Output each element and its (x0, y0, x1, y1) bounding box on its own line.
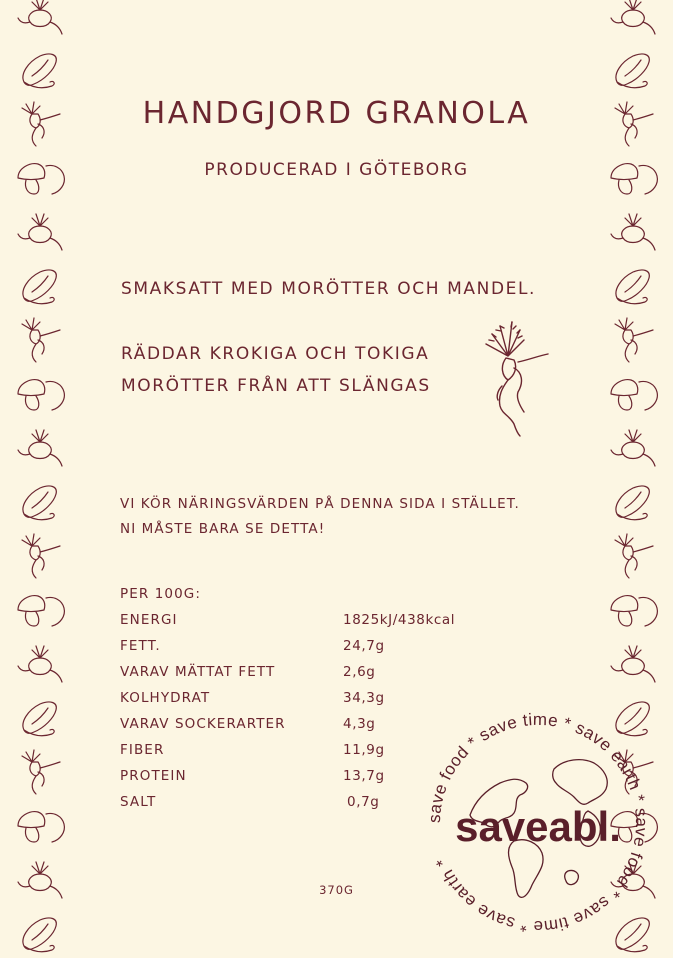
nutrient-label: VARAV SOCKERARTER (120, 716, 286, 732)
radish-icon (10, 0, 70, 40)
sweet-potato-icon (603, 478, 663, 526)
carrot-icon (478, 316, 558, 441)
flavour-line: SMAKSATT MED MORÖTTER OCH MANDEL. (121, 279, 537, 299)
mushroom-icon (603, 586, 663, 634)
rescue-line-1: RÄDDAR KROKIGA OCH TOKIGA (121, 344, 430, 364)
radish-icon (10, 640, 70, 688)
saveabl-logo: saveabl. (455, 803, 621, 850)
mushroom-icon (10, 802, 70, 850)
sweet-potato-icon (603, 46, 663, 94)
product-title: HANDGJORD GRANOLA (142, 96, 531, 131)
carrot-icon (603, 316, 663, 364)
sweet-potato-icon (10, 262, 70, 310)
rescue-line-2: MORÖTTER FRÅN ATT SLÄNGAS (121, 376, 431, 396)
note-line-2: NI MÅSTE BARA SE DETTA! (120, 521, 326, 537)
sweet-potato-icon (10, 46, 70, 94)
mushroom-icon (10, 586, 70, 634)
sweet-potato-icon (10, 694, 70, 742)
note-line-1: VI KÖR NÄRINGSVÄRDEN PÅ DENNA SIDA I STÄLLET. (120, 496, 520, 512)
nutrient-label: FIBER (120, 742, 165, 758)
carrot-icon (10, 316, 70, 364)
sweet-potato-icon (10, 910, 70, 958)
product-subtitle: PRODUCERAD I GÖTEBORG (204, 160, 469, 180)
mushroom-icon (603, 370, 663, 418)
carrot-icon (603, 532, 663, 580)
nutrient-label: ENERGI (120, 612, 178, 628)
nutrient-label: KOLHYDRAT (120, 690, 211, 706)
nutrition-heading: PER 100G: (120, 586, 202, 602)
sweet-potato-icon (10, 478, 70, 526)
nutrient-value: 13,7g (343, 768, 385, 784)
radish-icon (603, 0, 663, 40)
nutrient-value: 4,3g (343, 716, 376, 732)
radish-icon (10, 208, 70, 256)
radish-icon (603, 640, 663, 688)
nutrient-label: VARAV MÄTTAT FETT (120, 664, 276, 680)
saveabl-badge (418, 703, 658, 943)
nutrient-value: 0,7g (347, 794, 380, 810)
nutrient-label: FETT. (120, 638, 161, 654)
net-weight: 370G (319, 883, 354, 897)
mushroom-icon (10, 370, 70, 418)
sweet-potato-icon (603, 262, 663, 310)
nutrient-value: 34,3g (343, 690, 385, 706)
nutrient-value: 2,6g (343, 664, 376, 680)
radish-icon (10, 424, 70, 472)
carrot-icon (10, 532, 70, 580)
nutrient-label: SALT (120, 794, 157, 810)
radish-icon (603, 424, 663, 472)
radish-icon (603, 208, 663, 256)
nutrient-label: PROTEIN (120, 768, 187, 784)
nutrient-value: 24,7g (343, 638, 385, 654)
left-vegetable-border (10, 0, 70, 950)
badge-ring-text: save food * save time * save earth * save food * save time * save earth * (424, 709, 652, 937)
nutrient-value: 1825kJ/438kcal (343, 612, 456, 628)
carrot-icon (10, 748, 70, 796)
nutrient-value: 11,9g (343, 742, 385, 758)
